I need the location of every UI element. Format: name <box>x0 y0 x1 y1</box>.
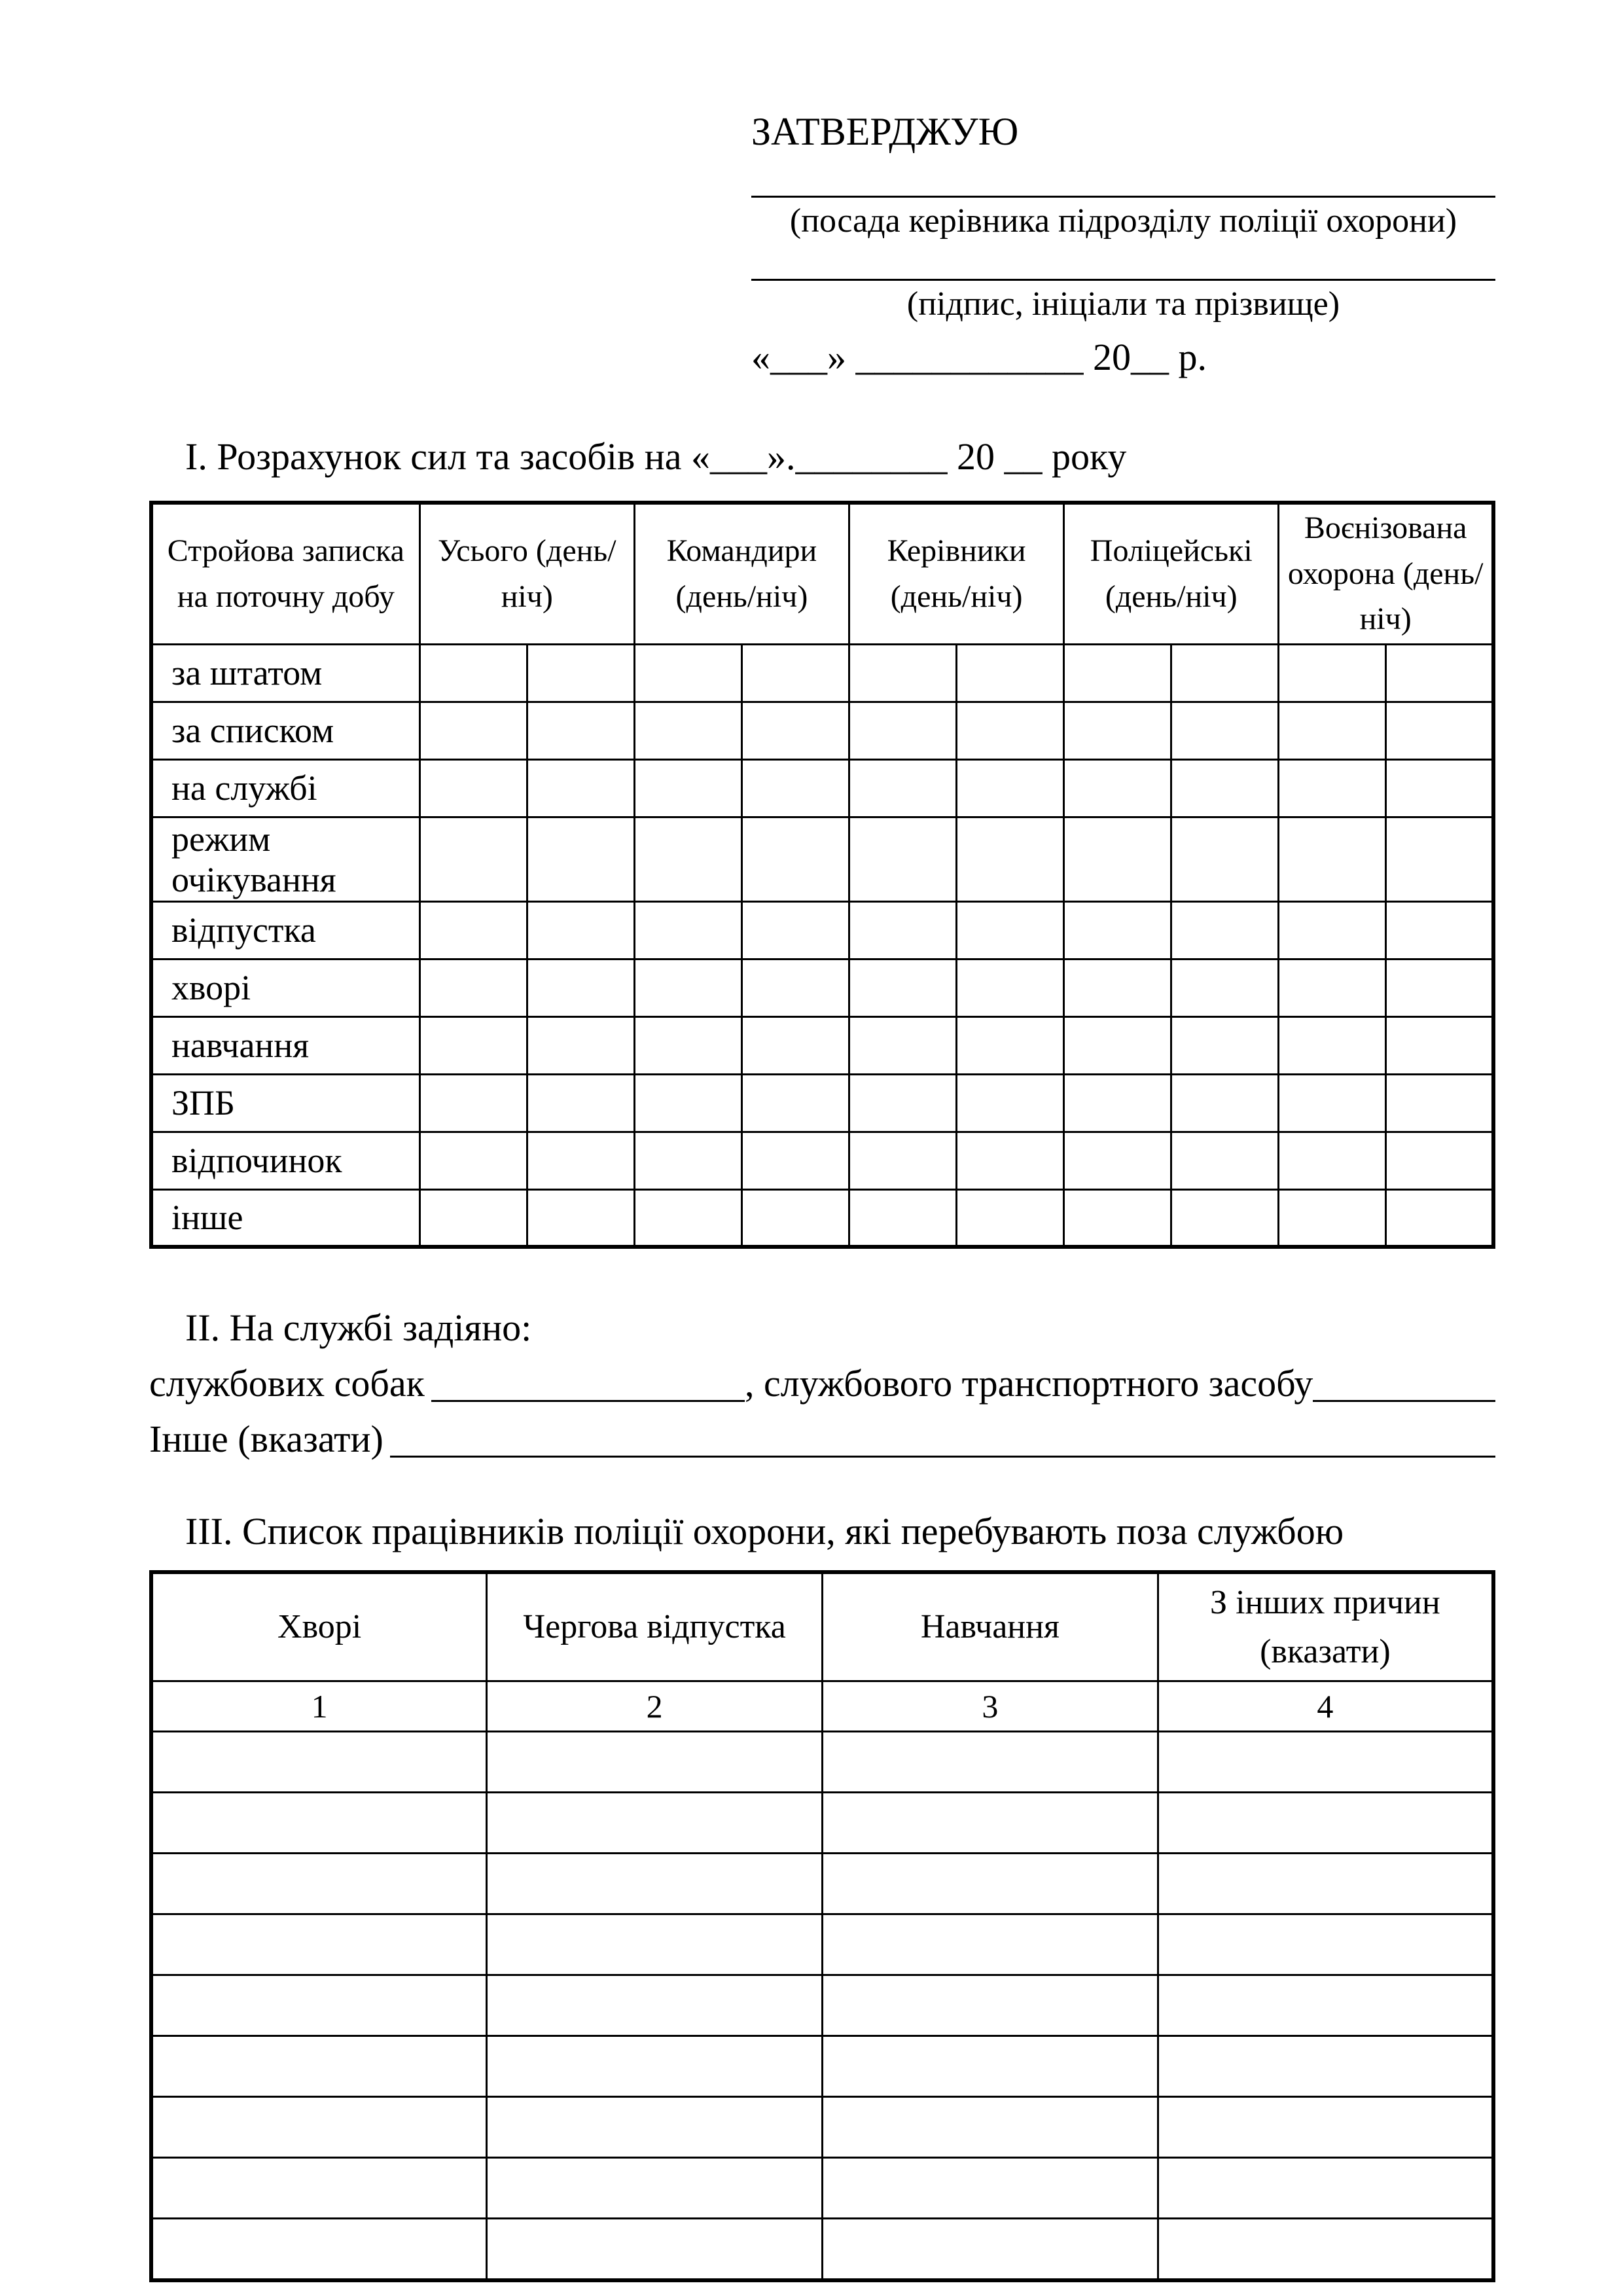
empty-cell <box>487 1853 823 1914</box>
column-header: Поліцейські (день/ніч) <box>1064 503 1279 645</box>
table-row <box>151 1132 1493 1189</box>
empty-cell <box>487 2157 823 2218</box>
empty-cell <box>634 901 741 959</box>
table-row <box>151 1853 1493 1914</box>
empty-cell <box>419 901 527 959</box>
empty-cell <box>823 1853 1158 1914</box>
empty-cell <box>487 2096 823 2157</box>
empty-cell <box>419 1189 527 1247</box>
signature-line-name <box>751 279 1495 281</box>
empty-cell <box>634 1074 741 1132</box>
row-label: ЗПБ <box>151 1074 419 1132</box>
empty-cell <box>849 1016 957 1074</box>
empty-cell <box>1064 817 1171 901</box>
empty-cell <box>151 1731 487 1792</box>
blank-line <box>1313 1400 1495 1402</box>
empty-cell <box>487 2218 823 2280</box>
empty-cell <box>1279 1074 1386 1132</box>
column-header: Воєнізована охорона (день/ніч) <box>1279 503 1493 645</box>
forces-table <box>149 501 1495 1249</box>
empty-cell <box>849 1074 957 1132</box>
off-duty-table <box>149 1570 1495 2282</box>
row-label: за списком <box>151 702 419 759</box>
empty-cell <box>1171 959 1279 1016</box>
empty-cell <box>957 817 1064 901</box>
empty-cell <box>527 959 634 1016</box>
empty-cell <box>1171 644 1279 702</box>
row-label: навчання <box>151 1016 419 1074</box>
empty-cell <box>527 702 634 759</box>
empty-cell <box>957 1132 1064 1189</box>
column-number: 3 <box>823 1681 1158 1731</box>
table-row <box>151 1189 1493 1247</box>
empty-cell <box>1171 1074 1279 1132</box>
empty-cell <box>1171 817 1279 901</box>
empty-cell <box>634 644 741 702</box>
empty-cell <box>1171 759 1279 817</box>
empty-cell <box>849 759 957 817</box>
empty-cell <box>1279 1016 1386 1074</box>
column-header: Хворі <box>151 1572 487 1681</box>
section2-heading: ІІ. На службі задіяно: <box>185 1306 532 1350</box>
empty-cell <box>957 901 1064 959</box>
empty-cell <box>487 1914 823 1975</box>
empty-cell <box>151 1792 487 1853</box>
empty-cell <box>1386 817 1493 901</box>
empty-cell <box>151 2157 487 2218</box>
line-label: , службового транспортного засобу <box>745 1361 1313 1405</box>
section1-heading: І. Розрахунок сил та засобів на «___».________ 20 __ року <box>185 435 1127 478</box>
column-number: 1 <box>151 1681 487 1731</box>
table-row <box>151 2096 1493 2157</box>
column-number: 2 <box>487 1681 823 1731</box>
empty-cell <box>849 644 957 702</box>
row-label: хворі <box>151 959 419 1016</box>
empty-cell <box>1158 2218 1493 2280</box>
empty-cell <box>957 759 1064 817</box>
table-row <box>151 1016 1493 1074</box>
empty-cell <box>527 759 634 817</box>
column-header: Навчання <box>823 1572 1158 1681</box>
empty-cell <box>151 1914 487 1975</box>
empty-cell <box>823 2096 1158 2157</box>
row-label: на службі <box>151 759 419 817</box>
empty-cell <box>741 817 849 901</box>
signature-line-position <box>751 196 1495 198</box>
empty-cell <box>1064 644 1171 702</box>
empty-cell <box>634 817 741 901</box>
empty-cell <box>741 1074 849 1132</box>
line-label: службових собак <box>149 1361 425 1405</box>
table-row <box>151 2036 1493 2096</box>
empty-cell <box>487 1731 823 1792</box>
empty-cell <box>849 702 957 759</box>
empty-cell <box>1158 1914 1493 1975</box>
approve-title: ЗАТВЕРДЖУЮ <box>751 110 1019 153</box>
empty-cell <box>957 1016 1064 1074</box>
table-row <box>151 959 1493 1016</box>
empty-cell <box>151 2096 487 2157</box>
column-header: Стройова записка на поточну добу <box>151 503 419 645</box>
blank-line <box>390 1456 1495 1458</box>
empty-cell <box>487 2036 823 2096</box>
empty-cell <box>634 1132 741 1189</box>
table-row <box>151 702 1493 759</box>
empty-cell <box>527 644 634 702</box>
empty-cell <box>419 644 527 702</box>
table-row <box>151 1074 1493 1132</box>
column-number: 4 <box>1158 1681 1493 1731</box>
row-label: інше <box>151 1189 419 1247</box>
empty-cell <box>957 1189 1064 1247</box>
table-row <box>151 2157 1493 2218</box>
line-label: Інше (вказати) <box>149 1418 383 1461</box>
table-row <box>151 759 1493 817</box>
empty-cell <box>151 2036 487 2096</box>
empty-cell <box>419 1074 527 1132</box>
empty-cell <box>823 1914 1158 1975</box>
empty-cell <box>487 1975 823 2036</box>
empty-cell <box>419 1132 527 1189</box>
empty-cell <box>1279 1132 1386 1189</box>
signature-caption: (підпис, ініціали та прізвище) <box>906 285 1340 323</box>
empty-cell <box>419 702 527 759</box>
empty-cell <box>1386 644 1493 702</box>
empty-cell <box>1171 1189 1279 1247</box>
empty-cell <box>151 2218 487 2280</box>
empty-cell <box>849 959 957 1016</box>
empty-cell <box>419 959 527 1016</box>
empty-cell <box>849 901 957 959</box>
empty-cell <box>527 1132 634 1189</box>
empty-cell <box>1064 1132 1171 1189</box>
empty-cell <box>1158 1853 1493 1914</box>
row-label: за штатом <box>151 644 419 702</box>
empty-cell <box>741 1132 849 1189</box>
empty-cell <box>1158 2096 1493 2157</box>
table-row <box>151 817 1493 901</box>
empty-cell <box>957 1074 1064 1132</box>
empty-cell <box>1064 759 1171 817</box>
empty-cell <box>634 959 741 1016</box>
empty-cell <box>1064 1074 1171 1132</box>
empty-cell <box>151 1853 487 1914</box>
empty-cell <box>1279 1189 1386 1247</box>
empty-cell <box>1386 1016 1493 1074</box>
empty-cell <box>823 1792 1158 1853</box>
empty-cell <box>1158 1731 1493 1792</box>
empty-cell <box>634 1016 741 1074</box>
column-header: З інших причин (вказати) <box>1158 1572 1493 1681</box>
empty-cell <box>1386 759 1493 817</box>
empty-cell <box>151 1975 487 2036</box>
approval-block <box>751 108 1495 380</box>
empty-cell <box>957 959 1064 1016</box>
empty-cell <box>419 759 527 817</box>
empty-cell <box>849 1132 957 1189</box>
empty-cell <box>1279 817 1386 901</box>
empty-cell <box>741 1016 849 1074</box>
column-header: Командири (день/ніч) <box>634 503 849 645</box>
table-row <box>151 901 1493 959</box>
empty-cell <box>527 901 634 959</box>
empty-cell <box>741 759 849 817</box>
table-row <box>151 2218 1493 2280</box>
empty-cell <box>1279 702 1386 759</box>
table-row <box>151 1975 1493 2036</box>
empty-cell <box>957 702 1064 759</box>
empty-cell <box>1386 1132 1493 1189</box>
blank-line <box>431 1400 745 1402</box>
empty-cell <box>1171 1132 1279 1189</box>
empty-cell <box>1158 2157 1493 2218</box>
empty-cell <box>823 2157 1158 2218</box>
empty-cell <box>1279 759 1386 817</box>
empty-cell <box>741 901 849 959</box>
empty-cell <box>634 702 741 759</box>
empty-cell <box>957 644 1064 702</box>
row-label: відпочинок <box>151 1132 419 1189</box>
column-header: Чергова відпустка <box>487 1572 823 1681</box>
fill-line-dogs-vehicles <box>149 1359 1495 1408</box>
empty-cell <box>1386 702 1493 759</box>
empty-cell <box>1279 644 1386 702</box>
empty-cell <box>634 759 741 817</box>
empty-cell <box>527 1074 634 1132</box>
empty-cell <box>1279 959 1386 1016</box>
empty-cell <box>1158 1975 1493 2036</box>
empty-cell <box>823 2036 1158 2096</box>
empty-cell <box>1064 901 1171 959</box>
empty-cell <box>1171 901 1279 959</box>
table-row <box>151 1914 1493 1975</box>
empty-cell <box>1064 1016 1171 1074</box>
empty-cell <box>1064 702 1171 759</box>
empty-cell <box>1279 901 1386 959</box>
empty-cell <box>1386 1074 1493 1132</box>
column-header: Керівники (день/ніч) <box>849 503 1064 645</box>
empty-cell <box>849 1189 957 1247</box>
empty-cell <box>741 702 849 759</box>
empty-cell <box>741 1189 849 1247</box>
fill-line-other <box>149 1414 1495 1463</box>
empty-cell <box>823 1731 1158 1792</box>
empty-cell <box>823 1975 1158 2036</box>
empty-cell <box>634 1189 741 1247</box>
position-caption: (посада керівника підрозділу поліції охорони) <box>789 202 1457 240</box>
empty-cell <box>419 1016 527 1074</box>
table-row <box>151 1731 1493 1792</box>
column-number-row <box>151 1681 1493 1731</box>
section3-heading: ІІІ. Список працівників поліції охорони, які перебувають поза службою <box>185 1510 1344 1553</box>
table-row <box>151 1792 1493 1853</box>
empty-cell <box>1158 2036 1493 2096</box>
empty-cell <box>849 817 957 901</box>
empty-cell <box>527 817 634 901</box>
empty-cell <box>527 1016 634 1074</box>
column-header: Усього (день/ніч) <box>419 503 634 645</box>
empty-cell <box>1171 1016 1279 1074</box>
empty-cell <box>1386 901 1493 959</box>
empty-cell <box>527 1189 634 1247</box>
empty-cell <box>823 2218 1158 2280</box>
date-line: «___» ____________ 20__ р. <box>751 335 1207 378</box>
empty-cell <box>487 1792 823 1853</box>
empty-cell <box>1064 1189 1171 1247</box>
empty-cell <box>1064 959 1171 1016</box>
empty-cell <box>741 644 849 702</box>
empty-cell <box>1158 1792 1493 1853</box>
empty-cell <box>1171 702 1279 759</box>
row-label: відпустка <box>151 901 419 959</box>
empty-cell <box>1386 959 1493 1016</box>
table-row <box>151 644 1493 702</box>
empty-cell <box>741 959 849 1016</box>
header-row <box>151 1572 1493 1681</box>
empty-cell <box>419 817 527 901</box>
empty-cell <box>1386 1189 1493 1247</box>
row-label: режим очікування <box>151 817 419 901</box>
header-row <box>151 503 1493 645</box>
